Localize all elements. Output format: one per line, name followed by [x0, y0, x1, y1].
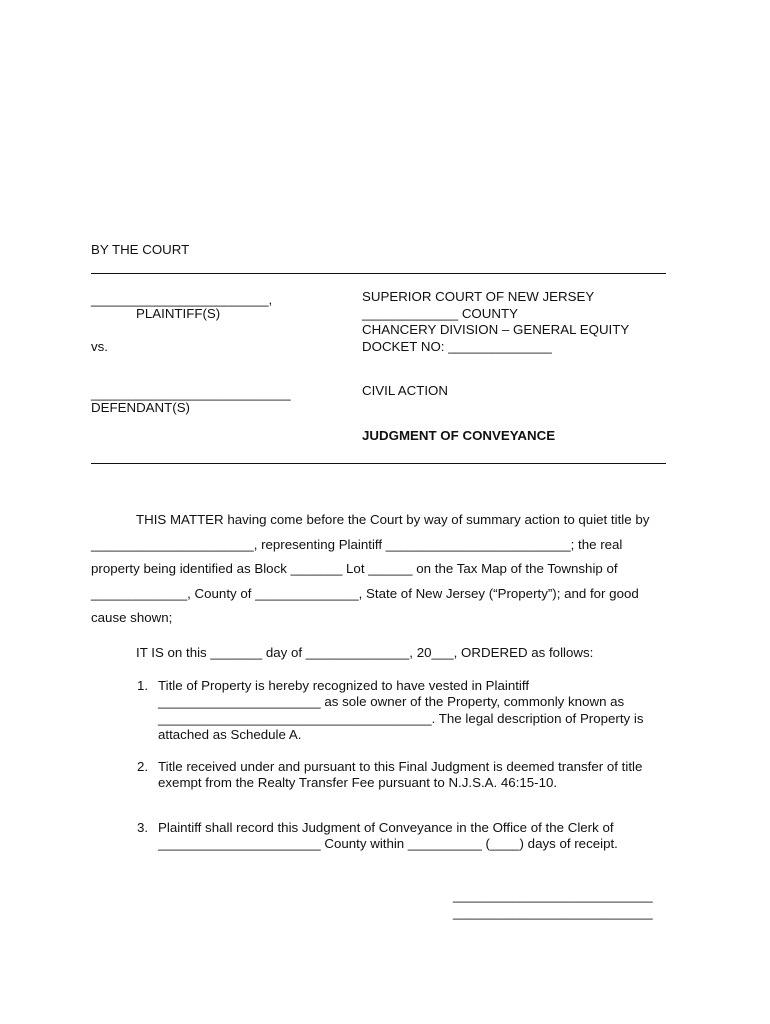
order-item-2: [137, 759, 677, 792]
defendant-label: DEFENDANT(S): [91, 400, 190, 415]
signature-title-line: ___________________________: [453, 905, 653, 920]
ordered-line: IT IS on this _______ day of ______________, 20___, ORDERED as follows:: [136, 645, 594, 660]
order-text: Title received under and pursuant to this Final Judgment is deemed transfer of title exempt from the Realty Transfer Fee pursuant to N.J.S.A. 46:15-10.: [158, 759, 643, 791]
court-name: SUPERIOR COURT OF NEW JERSEY: [362, 289, 595, 304]
division-line: CHANCERY DIVISION – GENERAL EQUITY: [362, 322, 630, 337]
matter-line: THIS MATTER having come before the Court by way of summary action to quiet title by: [136, 512, 650, 527]
order-item-3: [137, 820, 677, 853]
docket-number: DOCKET NO: ______________: [362, 339, 552, 354]
matter-line: property being identified as Block _______ Lot ______ on the Tax Map of the Township of: [91, 561, 618, 576]
judgment-title: JUDGMENT OF CONVEYANCE: [362, 428, 556, 443]
matter-line: ______________________, representing Plaintiff _________________________; the real: [91, 536, 623, 552]
matter-line: _____________, County of ______________, State of New Jersey (“Property”); and for good: [91, 585, 639, 601]
order-number: 2.: [137, 759, 149, 774]
order-number: 1.: [137, 678, 149, 693]
top-divider: [91, 273, 666, 274]
order-number: 3.: [137, 820, 149, 835]
plaintiff-label: PLAINTIFF(S): [136, 306, 221, 321]
by-the-court-label: BY THE COURT: [91, 242, 190, 257]
plaintiff-blank: ________________________,: [91, 292, 273, 307]
matter-paragraph: [91, 508, 673, 631]
civil-action-label: CIVIL ACTION: [362, 383, 448, 398]
signature-line: ___________________________: [453, 888, 653, 903]
order-item-1: [137, 678, 677, 743]
matter-line: cause shown;: [91, 610, 173, 625]
order-text: Plaintiff shall record this Judgment of Conveyance in the Office of the Clerk of ______________________ County within __________ (____) days of receipt.: [158, 820, 618, 852]
versus-label: vs.: [91, 339, 108, 354]
defendant-blank: ___________________________: [91, 386, 291, 401]
county-line: _____________ COUNTY: [362, 306, 518, 321]
caption-divider: [91, 463, 666, 464]
order-text: Title of Property is hereby recognized to have vested in Plaintiff ______________________ as sole owner of the Property, commonly known as _____________________________________. The legal description of Property is attached as Schedule A.: [158, 678, 644, 742]
